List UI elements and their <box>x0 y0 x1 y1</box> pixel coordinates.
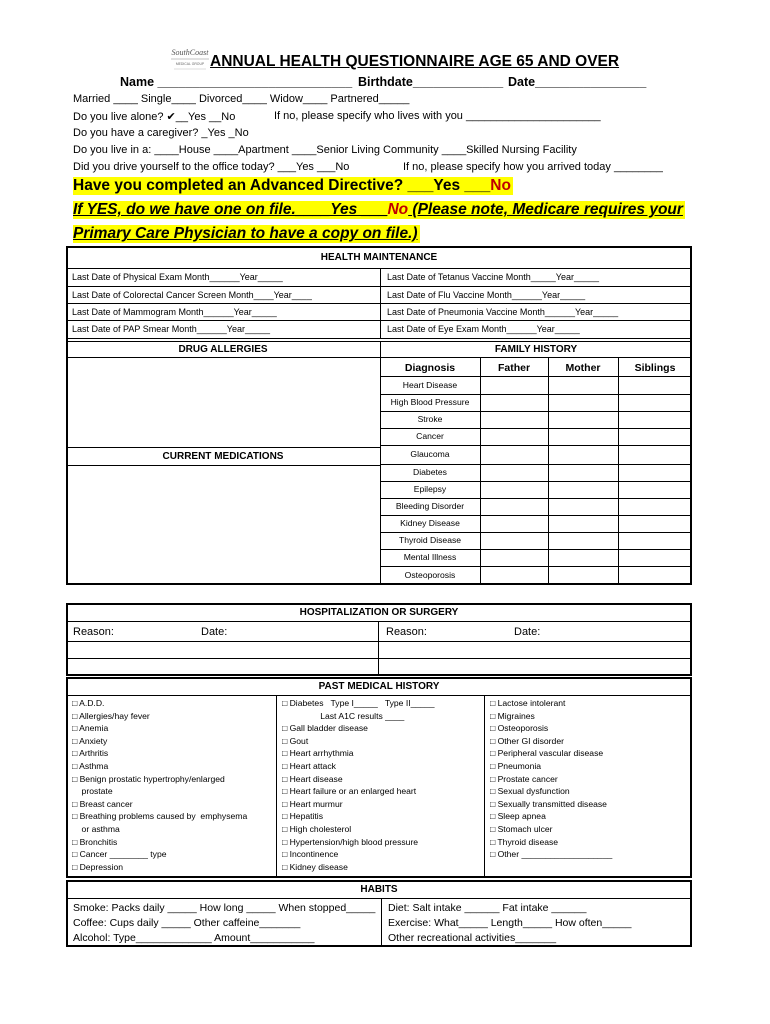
pmh-item[interactable]: □ A.D.D. <box>72 698 105 708</box>
marital-status-line: Married ____ Single____ Divorced____ Widow____ Partnered_____ <box>73 93 410 105</box>
pmh-item[interactable]: □ Benign prostatic hypertrophy/enlarged <box>72 773 225 784</box>
hosp-reason-left: Reason: <box>73 626 114 638</box>
directive-on-file-no: No <box>387 201 409 218</box>
drug-allergies-title: DRUG ALLERGIES <box>178 344 268 355</box>
fh-diagnosis-item: Cancer <box>416 430 444 441</box>
fh-diagnosis-item: Kidney Disease <box>400 517 460 528</box>
pmh-item[interactable]: □ Cancer ________ type <box>72 849 167 860</box>
pmh-item[interactable]: □ Allergies/hay fever <box>72 710 150 721</box>
pmh-item[interactable]: □ Breathing problems caused by emphysema <box>72 811 248 822</box>
pmh-item[interactable]: □ Anemia <box>72 723 109 734</box>
pmh-item[interactable]: prostate <box>72 786 113 797</box>
habits-diet: Diet: Salt intake ______ Fat intake ______ <box>388 902 587 914</box>
fh-row-divider <box>380 428 692 429</box>
pmh-item[interactable]: □ High cholesterol <box>282 824 352 834</box>
fh-diagnosis-item: High Blood Pressure <box>390 396 470 407</box>
habits-coffee: Coffee: Cups daily _____ Other caffeine_______ <box>73 917 301 929</box>
date-field-label: Date________________ <box>508 75 647 89</box>
pmh-item[interactable]: □ Stomach ulcer <box>490 824 553 834</box>
drive-question: Did you drive yourself to the office today? ___Yes ___No <box>73 161 350 173</box>
pmh-item[interactable]: □ Prostate cancer <box>490 773 558 784</box>
fh-row-divider <box>380 515 692 516</box>
name-field-label: Name ____________________________ <box>120 75 353 89</box>
directive-on-file-question: If YES, do we have one on file.____Yes ___No (Please note, Medicare requires your <box>73 201 683 218</box>
pmh-item[interactable]: □ Other ___________________ <box>490 849 613 860</box>
medicare-note: Primary Care Physician to have a copy on file.) <box>73 225 418 242</box>
hosp-date-left: Date: <box>201 626 228 638</box>
pmh-item[interactable]: □ Anxiety <box>72 735 108 746</box>
pmh-item[interactable]: □ Heart arrhythmia <box>282 748 354 759</box>
pmh-item[interactable]: □ Sexually transmitted disease <box>490 798 607 809</box>
pmh-item[interactable]: □ Sexual dysfunction <box>490 786 570 797</box>
hm-eye-exam: Last Date of Eye Exam Month______Year_____ <box>387 324 580 334</box>
southcoast-logo <box>168 44 212 74</box>
pmh-item[interactable]: □ Heart murmur <box>282 798 343 809</box>
pmh-item[interactable]: □ Gout <box>282 735 309 746</box>
pmh-item[interactable]: □ Other GI disorder <box>490 735 564 746</box>
fh-diagnosis-item: Epilepsy <box>413 483 447 494</box>
habits-smoke: Smoke: Packs daily _____ How long _____ When stopped_____ <box>73 902 376 914</box>
fh-col-siblings: Siblings <box>634 362 676 374</box>
pmh-item[interactable]: □ Heart attack <box>282 761 336 771</box>
hm-colorectal-screen: Last Date of Colorectal Cancer Screen Month____Year____ <box>72 290 312 300</box>
fh-diagnosis-item: Bleeding Disorder <box>395 500 465 511</box>
live-alone-question: Do you live alone? ✔__Yes __No <box>73 111 236 123</box>
pmh-item[interactable]: □ Lactose intolerant <box>490 698 566 708</box>
past-medical-title: PAST MEDICAL HISTORY <box>318 681 440 692</box>
health-maintenance-title: HEALTH MAINTENANCE <box>320 252 438 263</box>
pmh-item[interactable]: □ Arthritis <box>72 748 109 759</box>
page-title: ANNUAL HEALTH QUESTIONNAIRE AGE 65 AND OVER <box>210 53 620 70</box>
pmh-item[interactable]: □ Migraines <box>490 710 535 721</box>
current-medications-title: CURRENT MEDICATIONS <box>162 451 284 462</box>
fh-diagnosis-item: Thyroid Disease <box>398 534 462 545</box>
habits-title: HABITS <box>360 884 398 895</box>
hm-pneumonia: Last Date of Pneumonia Vaccine Month______Year_____ <box>387 307 619 317</box>
hosp-date-right: Date: <box>514 626 541 638</box>
advanced-directive-question: Have you completed an Advanced Directive? ___Yes ___No <box>73 177 511 194</box>
fh-diagnosis-item: Mental Illness <box>403 551 457 562</box>
fh-row-divider <box>380 498 692 499</box>
fh-col-diagnosis: Diagnosis <box>404 362 456 374</box>
pmh-item[interactable]: □ Thyroid disease <box>490 836 559 847</box>
advanced-directive-no: No <box>490 177 511 194</box>
family-history-title: FAMILY HISTORY <box>494 344 578 355</box>
pmh-item[interactable]: □ Asthma <box>72 761 109 771</box>
pmh-item[interactable]: or asthma <box>72 824 120 834</box>
fh-col-mother: Mother <box>565 362 601 374</box>
hm-physical-exam: Last Date of Physical Exam Month______Year_____ <box>72 272 283 282</box>
hm-tetanus: Last Date of Tetanus Vaccine Month_____Year_____ <box>387 272 599 282</box>
pmh-item[interactable]: □ Bronchitis <box>72 836 118 847</box>
hospitalization-title: HOSPITALIZATION OR SURGERY <box>299 607 459 618</box>
hm-mammogram: Last Date of Mammogram Month______Year_____ <box>72 307 277 317</box>
pmh-item[interactable]: □ Kidney disease <box>282 861 348 872</box>
fh-row-divider <box>380 481 692 482</box>
fh-diagnosis-item: Heart Disease <box>402 379 458 390</box>
live-in-question: Do you live in a: ____House ____Apartment ____Senior Living Community ____Skilled Nursing Facility <box>73 144 577 156</box>
live-alone-specify: If no, please specify who lives with you ______________________ <box>274 110 601 122</box>
drive-specify: If no, please specify how you arrived today ________ <box>403 161 663 173</box>
fh-diagnosis-item: Glaucoma <box>410 448 450 459</box>
pmh-item[interactable]: □ Heart failure or an enlarged heart <box>282 786 417 797</box>
fh-row-divider <box>380 532 692 533</box>
logo-name: SouthCoast <box>171 48 209 57</box>
pmh-item[interactable]: □ Pneumonia <box>490 761 542 771</box>
fh-row-divider <box>380 445 692 446</box>
caregiver-question: Do you have a caregiver? _Yes _No <box>73 127 249 139</box>
fh-col-father: Father <box>497 362 531 374</box>
habits-exercise: Exercise: What_____ Length_____ How often_____ <box>388 917 632 929</box>
pmh-item[interactable]: □ Sleep apnea <box>490 811 546 822</box>
fh-row-divider <box>380 411 692 412</box>
fh-diagnosis-item: Stroke <box>417 413 443 424</box>
fh-diagnosis-item: Osteoporosis <box>404 569 456 580</box>
pmh-item[interactable]: □ Hepatitis <box>282 811 324 822</box>
pmh-item[interactable]: □ Osteoporosis <box>490 723 549 734</box>
logo-sub: MEDICAL GROUP <box>175 62 205 66</box>
pmh-item[interactable]: □ Diabetes Type I_____ Type II_____ <box>282 698 435 708</box>
pmh-item[interactable]: □ Breast cancer <box>72 798 133 809</box>
pmh-item[interactable]: □ Depression <box>72 861 124 872</box>
fh-row-divider <box>380 566 692 567</box>
pmh-item[interactable]: □ Hypertension/high blood pressure <box>282 836 419 847</box>
habits-recreational: Other recreational activities_______ <box>388 932 557 944</box>
pmh-item[interactable]: □ Peripheral vascular disease <box>490 748 604 759</box>
fh-row-divider <box>380 549 692 550</box>
habits-alcohol: Alcohol: Type_____________ Amount___________ <box>73 932 315 944</box>
hosp-reason-right: Reason: <box>386 626 427 638</box>
fh-row-divider <box>380 464 692 465</box>
hm-pap-smear: Last Date of PAP Smear Month______Year_____ <box>72 324 270 334</box>
fh-diagnosis-item: Diabetes <box>413 466 447 477</box>
pmh-item[interactable]: Last A1C results ____ <box>282 710 405 721</box>
pmh-item[interactable]: □ Gall bladder disease <box>282 723 368 734</box>
pmh-item[interactable]: □ Incontinence <box>282 849 339 860</box>
fh-row-divider <box>380 394 692 395</box>
birthdate-field-label: Birthdate_____________ <box>358 75 504 89</box>
pmh-item[interactable]: □ Heart disease <box>282 773 343 784</box>
hm-flu: Last Date of Flu Vaccine Month______Year_____ <box>387 290 586 300</box>
